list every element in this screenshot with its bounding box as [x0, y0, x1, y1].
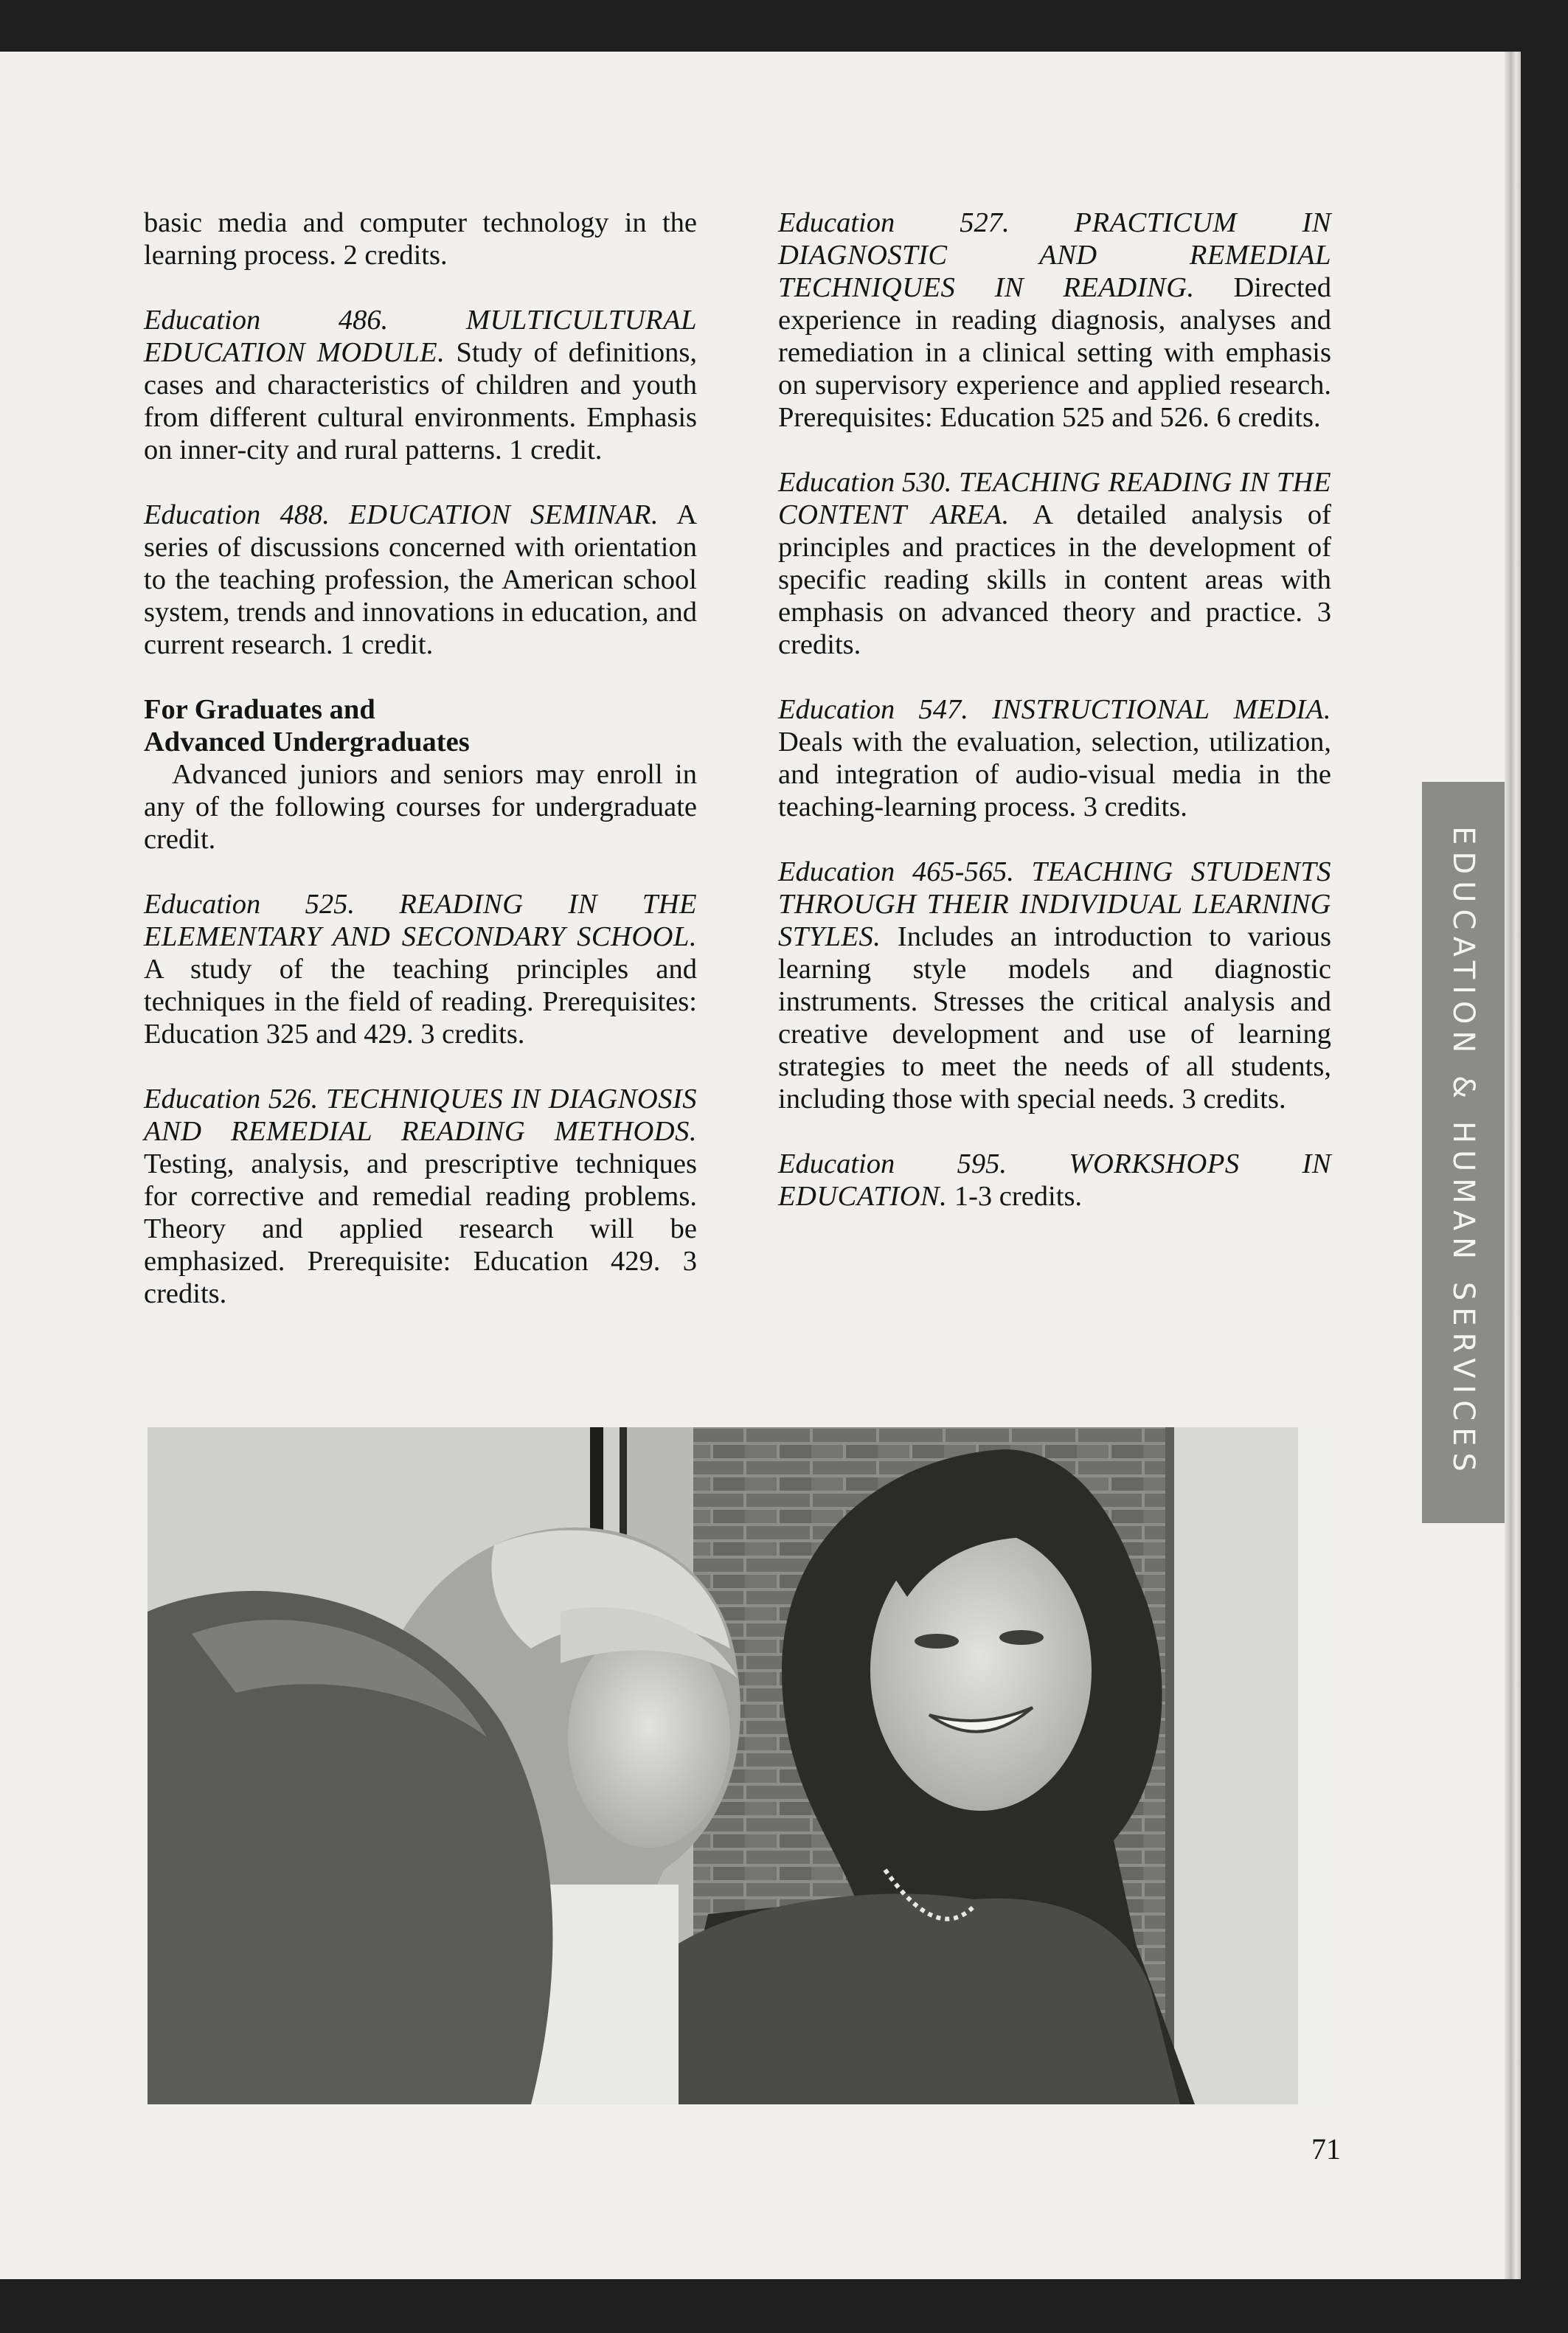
- section-side-tab: [1422, 782, 1505, 1523]
- course-entry-488: [144, 499, 697, 661]
- course-label: Education 530.: [778, 467, 952, 498]
- course-entry-526: [144, 1083, 697, 1310]
- page-number: 71: [1311, 2132, 1341, 2166]
- course-title: TEACHING READING IN THE CONTENT AREA.: [778, 467, 1331, 530]
- course-description: Study of definitions, cases and characteristics of children and youth from different cultural environments. Emphasis on inner-city and rural patterns. 1 credit.: [144, 337, 697, 465]
- course-label: Education 547.: [778, 694, 968, 725]
- course-description: 1-3 credits.: [954, 1181, 1083, 1212]
- course-title: MULTICULTURAL EDUCATION MODULE.: [144, 305, 698, 368]
- course-label: Education 486.: [144, 305, 389, 336]
- course-label: Education 525.: [144, 889, 355, 920]
- right-column: [778, 207, 1331, 1245]
- side-tab-label: EDUCATION & HUMAN SERVICES: [1446, 826, 1480, 1478]
- course-label: Education 465-565.: [778, 856, 1014, 887]
- course-label: Education 595.: [778, 1148, 1007, 1179]
- course-entry-547: [778, 693, 1331, 823]
- course-title: PRACTICUM IN DIAGNOSTIC AND REMEDIAL TECHNIQUES IN READING.: [778, 207, 1331, 303]
- left-column: [144, 207, 697, 1342]
- course-description: Testing, analysis, and prescriptive techniques for corrective and remedial reading problems. Theory and applied research will be emphasized. Prerequisite: Education 429. 3 credits.: [144, 1148, 697, 1309]
- course-description: Includes an introduction to various learning style models and diagnostic instruments. Stresses the critical analysis and creative development and use of learning strategies to meet the needs of all students, including those with special needs. 3 credits.: [778, 921, 1332, 1114]
- section-heading-line-1: For Graduates and: [144, 694, 375, 725]
- course-description: A series of discussions concerned with orientation to the teaching profession, the American school system, trends and innovations in education, and current research. 1 credit.: [144, 499, 697, 660]
- continuation-text: basic media and computer technology in the learning process. 2 credits.: [144, 207, 697, 271]
- course-entry-527: [778, 207, 1331, 434]
- course-label: Education 488.: [144, 499, 330, 530]
- course-entry-486: [144, 304, 697, 466]
- course-entry-595: [778, 1148, 1331, 1213]
- course-description: Deals with the evaluation, selection, utilization, and integration of audio-visual media in the teaching-learning process. 3 credits.: [778, 727, 1331, 822]
- page-edge: [1505, 52, 1521, 2279]
- course-entry-530: [778, 466, 1331, 661]
- section-heading-line-2: Advanced Undergraduates: [144, 727, 470, 758]
- course-title: TEACHING STUDENTS THROUGH THEIR INDIVIDUAL LEARNING STYLES.: [778, 856, 1331, 952]
- course-title: READING IN THE ELEMENTARY AND SECONDARY SCHOOL.: [144, 889, 698, 952]
- course-title: EDUCATION SEMINAR.: [349, 499, 659, 530]
- course-title: WORKSHOPS IN EDUCATION.: [778, 1148, 1331, 1212]
- course-title: INSTRUCTIONAL MEDIA.: [992, 694, 1332, 725]
- course-label: Education 526.: [144, 1084, 319, 1114]
- course-title: TECHNIQUES IN DIAGNOSIS AND REMEDIAL READING METHODS.: [144, 1084, 698, 1147]
- course-description: A detailed analysis of principles and practices in the development of specific reading skills in content areas with emphasis on advanced theory and practice. 3 credits.: [778, 499, 1331, 660]
- teacher-with-children-photo: [148, 1427, 1336, 2104]
- section-intro: Advanced juniors and seniors may enroll in any of the following courses for undergraduate credit.: [144, 759, 697, 855]
- course-entry-525: [144, 888, 697, 1050]
- course-description: Directed experience in reading diagnosis, analyses and remediation in a clinical setting with emphasis on supervisory experience and applied research. Prerequisites: Education 525 and 526. 6 credits.: [778, 272, 1331, 433]
- course-description: A study of the teaching principles and techniques in the field of reading. Prerequisites: Education 325 and 429. 3 credits.: [144, 954, 697, 1050]
- course-label: Education 527.: [778, 207, 1010, 238]
- course-entry-465-565: [778, 856, 1331, 1115]
